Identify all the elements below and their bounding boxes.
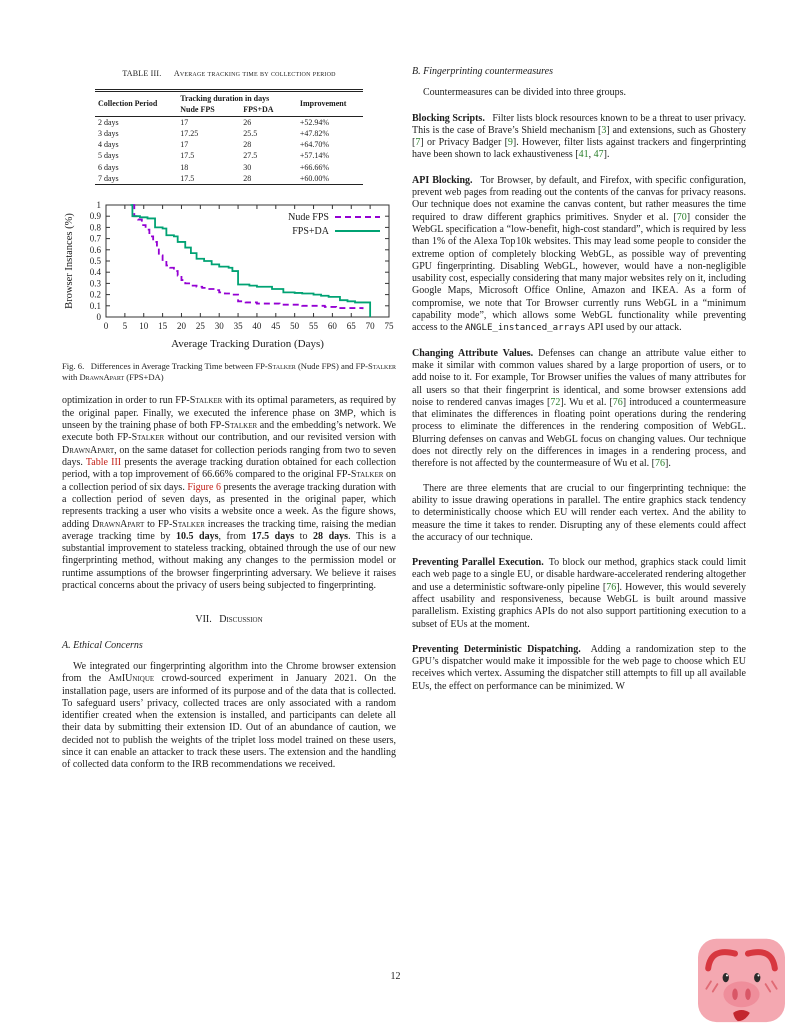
- paragraph: Countermeasures can be divided into three groups.: [423, 87, 626, 99]
- table-cell: 4 days: [98, 140, 119, 150]
- text-segment: presents the average tracking duration with a collection period of seven days, as presented in the original paper, which represents tracking a user who visits a website once a week. As the figure shows, adding: [62, 481, 396, 530]
- paragraph-blocking-scripts: [412, 113, 746, 162]
- pig-right-eye: [754, 973, 760, 982]
- pig-left-nostril: [732, 988, 738, 1000]
- table-cell: +64.70%: [299, 140, 330, 150]
- y-tick-label: 0.1: [89, 300, 101, 311]
- text-segment: and the embedding’s network. We execute both: [62, 420, 396, 444]
- eye-glint: [757, 974, 759, 976]
- y-tick-label: 0: [96, 312, 101, 323]
- cross-reference-link[interactable]: Figure 6: [187, 481, 221, 493]
- pig-right-nostril: [745, 988, 751, 1000]
- col-header-period: Collection Period: [98, 99, 158, 109]
- citation-link[interactable]: 76: [606, 581, 617, 593]
- text-segment: Discussion: [219, 614, 263, 626]
- text-segment: , on the same dataset for collection periods ranging from two to seven days.: [62, 444, 396, 469]
- x-tick-label: 55: [309, 321, 319, 332]
- figure-6: [62, 198, 396, 382]
- pig-sticker: [695, 936, 788, 1023]
- text-segment: DrawnApart: [79, 372, 125, 382]
- text-segment: 28 days: [313, 530, 349, 542]
- table-cell: 3 days: [98, 128, 119, 138]
- text-segment: Fig. 6. Differences in Average Tracking Time between: [62, 361, 256, 372]
- x-tick-label: 40: [252, 321, 262, 332]
- table-caption: [62, 68, 396, 80]
- text-segment: ] or Privacy Badger [: [420, 137, 508, 149]
- text-segment: , from: [218, 530, 252, 542]
- text-segment: Preventing Parallel Execution.: [412, 557, 544, 569]
- text-segment: FP-Stalker: [255, 361, 296, 372]
- paragraph-changing-attribute-values: [412, 348, 746, 471]
- text-segment: Average tracking time by collection period: [173, 69, 336, 78]
- col-header-fps-da: FPS+DA: [243, 104, 274, 114]
- y-tick-label: 0.8: [89, 222, 101, 233]
- text-segment: 17.5 days: [251, 530, 295, 542]
- text-segment: ]. Wu et al. [: [560, 396, 613, 408]
- table-cell: 26: [243, 117, 252, 127]
- legend-label: FPS+DA: [292, 226, 329, 238]
- text-segment: 10.5 days: [175, 530, 219, 542]
- x-tick-label: 20: [176, 321, 186, 332]
- table-cell: 7 days: [98, 173, 119, 183]
- table-cell: +60.00%: [299, 173, 330, 183]
- paragraph: [62, 395, 396, 593]
- y-tick-label: 0.9: [89, 211, 101, 222]
- text-segment: on a collection period of six days.: [62, 469, 397, 493]
- citation-link[interactable]: 47: [593, 149, 604, 161]
- subsection-heading-ethical-concerns: A. Ethical Concerns: [62, 639, 143, 651]
- text-segment: to: [294, 530, 314, 542]
- table-cell: +52.94%: [299, 117, 330, 127]
- text-segment: without our contribution, and our revisited version with: [164, 432, 397, 444]
- x-tick-label: 35: [233, 321, 243, 332]
- text-segment: FP-Stalker: [117, 432, 165, 444]
- paragraph: [62, 661, 396, 772]
- text-segment: ]. However, filter lists against trackers and fingerprinting have been shown to lack exhaustiveness [: [412, 137, 746, 161]
- table-cell: +66.66%: [299, 162, 330, 172]
- x-tick-label: 10: [139, 321, 149, 332]
- tracking-duration-chart: [62, 198, 396, 350]
- text-segment: optimization in order to run: [62, 394, 176, 406]
- y-tick-label: 1: [96, 200, 101, 211]
- text-segment: with its optimal parameters, as required by the original paper. Finally, we executed the inference phase on: [62, 394, 396, 419]
- text-segment: We integrated our fingerprinting algorithm into the Chrome browser extension from the: [62, 660, 396, 685]
- table-body: [95, 116, 363, 184]
- text-segment: Tor Browser, by default, and Firefox, with specific configuration, prevent web pages from reading out the contents of the canvas for privacy reasons. Our technique does not examine the canvas content, but rather measures the time required to draw different graphics primitives. Snyder et al. [: [412, 174, 746, 223]
- y-tick-label: 0.2: [89, 289, 101, 300]
- text-segment: (Nude FPS) and: [295, 361, 356, 372]
- text-segment: 3MP: [334, 407, 354, 418]
- section-heading-discussion: [62, 614, 396, 626]
- text-segment: with: [62, 372, 80, 382]
- text-segment: ].: [665, 458, 671, 470]
- table-cell: 17.25: [180, 128, 199, 138]
- x-tick-label: 60: [327, 321, 337, 332]
- table-cell: +47.82%: [299, 128, 330, 138]
- sticker-background: [698, 939, 785, 1022]
- table-row: [95, 162, 363, 173]
- y-tick-label: 0.7: [89, 233, 101, 244]
- tracking-time-table: [95, 89, 363, 185]
- text-segment: , which is unseen by the training phase of both: [62, 407, 397, 432]
- text-segment: DrawnApart: [62, 444, 115, 456]
- text-segment: ] and extensions, such as Ghostery [: [412, 124, 746, 149]
- text-segment: Defenses can change an attribute value either to make it similar with common values shared by a large proportion of users, or to add noise to it. For example, Tor Browser unifies the values of many attributes for all users so that their fingerprint is identical, and some browser extensions add noise to rendered canvas images [: [412, 347, 746, 408]
- table-cell: 28: [243, 173, 252, 183]
- table-cell: 18: [180, 162, 189, 172]
- citation-link[interactable]: 41: [578, 149, 589, 161]
- text-segment: TABLE III.: [122, 69, 174, 78]
- x-tick-label: 30: [214, 321, 224, 332]
- page-number: 12: [390, 971, 401, 982]
- text-segment: to: [144, 518, 158, 530]
- table-cell: 28: [243, 140, 252, 150]
- table-cell: +57.14%: [299, 151, 330, 161]
- x-tick-label: 50: [290, 321, 300, 332]
- pig-left-eye: [723, 973, 729, 982]
- y-axis-label: Browser Instances (%): [64, 213, 75, 309]
- paragraph: There are three elements that are crucial to our fingerprinting technique: the ability to issue drawing operations in parallel. The entire graphics stack tendency to deterministically choose which EU will render each vertex. And the ability to measure the time it takes to render. Disrupting any of these elements could affect the accuracy of our technique.: [412, 482, 746, 543]
- table-cell: 17: [180, 117, 189, 127]
- text-segment: presents the average tracking duration obtained for each collection period, with a top improvement of 66.66% compared to the original: [62, 457, 396, 481]
- table-row: [95, 116, 363, 128]
- paragraph-preventing-deterministic-dispatching: [412, 644, 746, 693]
- text-segment: Preventing Deterministic Dispatching.: [412, 643, 581, 655]
- text-segment: DrawnApart: [92, 518, 145, 530]
- x-tick-label: 25: [195, 321, 205, 332]
- citation-link[interactable]: 7: [415, 137, 421, 149]
- legend-label: Nude FPS: [288, 212, 329, 224]
- x-axis-label: Average Tracking Duration (Days): [171, 338, 324, 351]
- text-segment: AmIUnique: [108, 673, 155, 685]
- text-segment: increases the tracking time, raising the median average tracking time by: [62, 518, 396, 542]
- col-header-improvement: Improvement: [299, 99, 347, 109]
- text-segment: API Blocking.: [412, 174, 473, 186]
- text-segment: VII.: [195, 614, 220, 626]
- citation-link[interactable]: 76: [655, 458, 666, 470]
- y-tick-label: 0.5: [89, 256, 101, 267]
- paragraph-api-blocking: [412, 175, 746, 335]
- text-segment: . This is a substantial improvement to stateless tracking, obtained through the use of our new fingerprinting method, without making any changes to the permission model or runtime assumptions of the browser fingerprinting adversary. We believe it raises practical concerns about the privacy of users being subjected to fingerprinting.: [62, 530, 396, 592]
- text-segment: FP-Stalker: [210, 420, 258, 432]
- citation-link[interactable]: 3: [601, 124, 607, 136]
- x-tick-label: 70: [365, 321, 375, 332]
- x-tick-label: 15: [158, 321, 168, 332]
- table-cell: 17.5: [180, 151, 195, 161]
- subsection-heading-countermeasures: B. Fingerprinting countermeasures: [412, 66, 554, 77]
- table-cell: 2 days: [98, 117, 119, 127]
- table-cell: 30: [243, 162, 252, 172]
- text-segment: Filter lists block resources known to be a threat to user privacy. This is the case of Brave’s Shield mechanism [: [412, 112, 746, 136]
- text-segment: ]. However, this would severely affect usability and responsiveness, because WebGL is built around massive parallelism. Existing graphics APIs do not also support partitioning execution to a subset of EUs at the moment.: [412, 581, 746, 630]
- text-segment: Blocking Scripts.: [412, 112, 485, 124]
- text-segment: FP-Stalker: [157, 518, 205, 530]
- text-segment: ].: [603, 149, 610, 161]
- table-header: [95, 91, 363, 117]
- y-tick-label: 0.6: [89, 244, 101, 255]
- table-row: [95, 151, 363, 162]
- x-tick-label: 0: [103, 321, 109, 332]
- table-row: [95, 139, 363, 150]
- table-cell: 5 days: [98, 151, 119, 161]
- table-cell: 6 days: [98, 162, 119, 172]
- eye-glint: [726, 974, 728, 976]
- citation-link[interactable]: 72: [550, 396, 561, 408]
- fps-da-line: [131, 205, 371, 317]
- text-segment: API used by our attack.: [585, 322, 682, 334]
- figure-caption: [62, 361, 396, 382]
- col-header-group: Tracking duration in days: [180, 93, 270, 103]
- text-segment: FP-Stalker: [175, 394, 223, 406]
- cross-reference-link[interactable]: Table III: [85, 457, 122, 469]
- text-segment: Adding a randomization step to the GPU’s dispatcher would make it impossible for the web page to choose which EU receives which vertex. Assuming the dispatcher still attempts to fill up all available EUs, the effect on performance can be minimized. W: [412, 643, 746, 692]
- citation-link[interactable]: 70: [676, 211, 687, 223]
- text-segment: crowd-sourced experiment in January 2021. On the installation page, users are informed of its purpose and of the data that is collected. To safeguard users’ privacy, collected traces are only associated with a random identifier created when the extension is installed, and participants can delete all their data by submitting their extension ID. Out of an abundance of caution, we decided not to publish the weights of the triplet loss model trained on these users, since it can enable an attacker to track these users. The extension and the handling of collected data conform to the IRB recommendations we received.: [62, 673, 397, 771]
- text-segment: ] introduced a countermeasure that eliminates the differences in floating point operations during the rendering process to eliminate the differences in the rendering composition of WebGL. Blurring defenses on canvas and WebGL focus on changing values. Our technique does not directly rely on the differences in images in a rendering process, and therefore is not affected by the countermeasure of Wu et al. [: [412, 396, 746, 470]
- x-tick-label: 45: [271, 321, 281, 332]
- x-tick-label: 5: [122, 321, 128, 332]
- table-cell: 17.5: [180, 173, 195, 183]
- table-row: [95, 128, 363, 139]
- citation-link[interactable]: 76: [612, 396, 623, 408]
- text-segment: ] consider the WebGL specification a “low-benefit, high-cost standard”, which is required by less than 1% of the Alexa Top 10k websites. This may lead some people to consider the extreme option of completely blocking WebGL, as possible way of preventing GPU fingerprinting. Disabling WebGL, however, would have a non-negligible usability cost, especially considering that many major websites rely on it, including Google Maps, Microsoft Office Online, Amazon and IKEA. As a form of compromise, we note that Tor Browser currently runs WebGL in a “minimum capability mode”, which allows some WebGL functionality while preventing access to the: [412, 211, 746, 334]
- table-cell: 25.5: [243, 128, 258, 138]
- y-tick-label: 0.3: [89, 278, 101, 289]
- left-column: [62, 64, 396, 782]
- citation-link[interactable]: 9: [507, 137, 513, 149]
- right-column: [412, 64, 746, 703]
- pig-snout: [723, 981, 759, 1007]
- table-row: [95, 173, 363, 185]
- text-segment: To block our method, graphics stack could limit each web page to a single EU, or disable hardware-accelerated rendering altogether and use a deterministic software-only pipeline [: [412, 557, 747, 593]
- x-tick-label: 75: [384, 321, 394, 332]
- text-segment: ANGLE_instanced_arrays: [465, 323, 586, 334]
- text-segment: FP-Stalker: [355, 361, 396, 372]
- text-segment: Changing Attribute Values.: [412, 347, 534, 359]
- text-segment: FP-Stalker: [336, 469, 384, 481]
- x-tick-label: 65: [346, 321, 356, 332]
- table-cell: 17: [180, 140, 189, 150]
- text-segment: ,: [588, 149, 594, 161]
- table-cell: 27.5: [243, 151, 258, 161]
- col-header-nude-fps: Nude FPS: [180, 104, 215, 114]
- paragraph-preventing-parallel-execution: [412, 557, 746, 631]
- y-tick-label: 0.4: [89, 267, 101, 278]
- text-segment: (FPS+DA): [124, 372, 164, 382]
